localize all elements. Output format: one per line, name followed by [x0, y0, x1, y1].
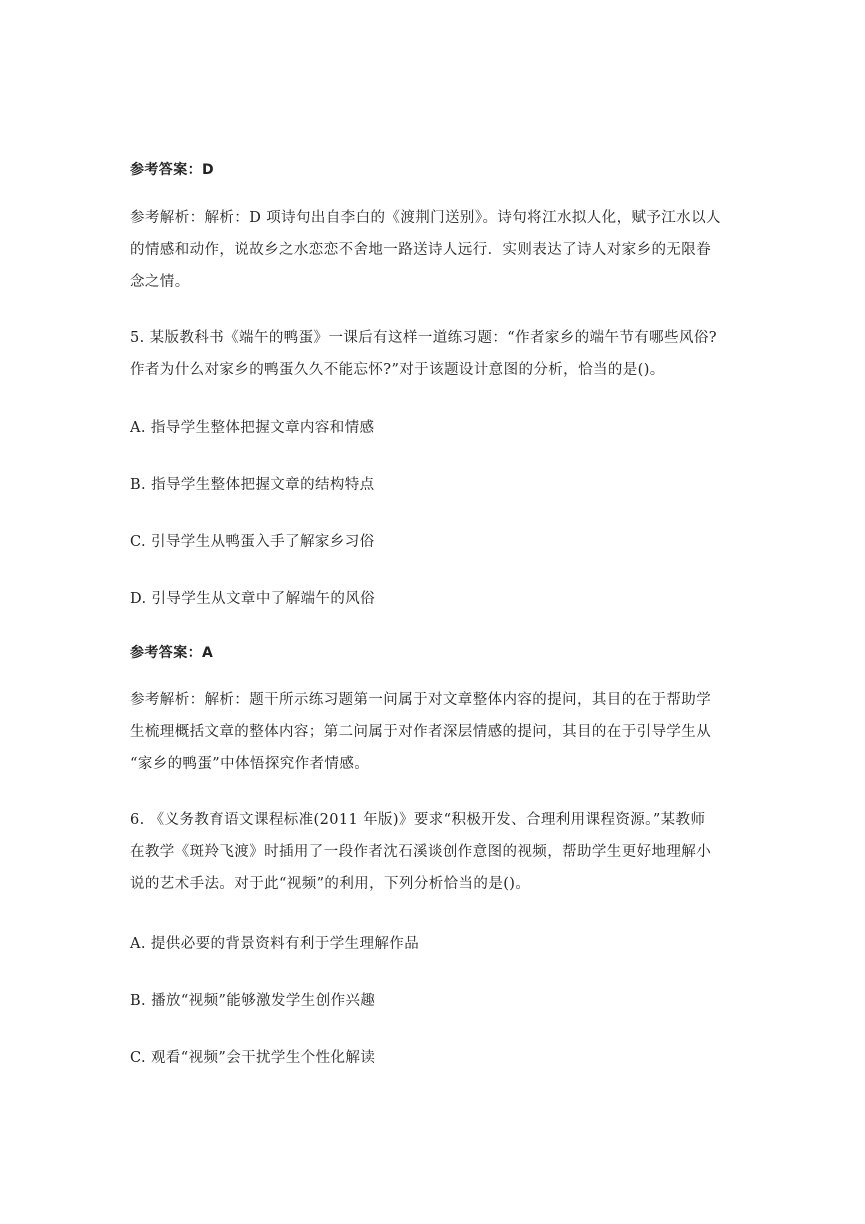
- answer-q5: 参考答案：A: [130, 645, 214, 661]
- analysis-q5-line-3: “家乡的鸭蛋”中体悟探究作者情感。: [130, 756, 370, 772]
- question-6-line-3: 说的艺术手法。对于此“视频”的利用，下列分析恰当的是()。: [130, 876, 531, 892]
- q5-option-c: C. 引导学生从鸭蛋入手了解家乡习俗: [130, 534, 375, 550]
- q5-option-d: D. 引导学生从文章中了解端午的风俗: [130, 591, 376, 607]
- q5-option-a: A. 指导学生整体把握文章内容和情感: [130, 420, 375, 436]
- analysis-q4-line-2: 的情感和动作，说故乡之水恋恋不舍地一路送诗人远行．实则表达了诗人对家乡的无限眷: [130, 242, 712, 258]
- analysis-q5-line-2: 生梳理概括文章的整体内容；第二问属于对作者深层情感的提问，其目的在于引导学生从: [130, 724, 712, 740]
- question-5-line-1: 5. 某版教科书《端午的鸭蛋》一课后有这样一道练习题：“作者家乡的端午节有哪些风俗?: [130, 330, 717, 346]
- analysis-q4-line-1: 参考解析：解析：D 项诗句出自李白的《渡荆门送别》。诗句将江水拟人化，赋予江水以人: [130, 210, 721, 226]
- question-6-line-1: 6. 《义务教育语文课程标准(2011 年版)》要求“积极开发、合理利用课程资源。”某教师: [130, 812, 706, 828]
- q5-option-b: B. 指导学生整体把握文章的结构特点: [130, 477, 375, 493]
- q6-option-c: C. 观看“视频”会干扰学生个性化解读: [130, 1050, 376, 1066]
- q6-option-b: B. 播放“视频”能够激发学生创作兴趣: [130, 993, 376, 1009]
- question-5-line-2: 作者为什么对家乡的鸭蛋久久不能忘怀?”对于该题设计意图的分析，恰当的是()。: [130, 362, 665, 378]
- analysis-q4-line-3: 念之情。: [130, 274, 190, 290]
- analysis-q5-line-1: 参考解析：解析：题干所示练习题第一问属于对文章整体内容的提问，其目的在于帮助学: [130, 692, 712, 708]
- answer-q4: 参考答案：D: [130, 162, 215, 178]
- q6-option-a: A. 提供必要的背景资料有利于学生理解作品: [130, 936, 420, 952]
- question-6-line-2: 在教学《斑羚飞渡》时插用了一段作者沈石溪谈创作意图的视频，帮助学生更好地理解小: [130, 844, 712, 860]
